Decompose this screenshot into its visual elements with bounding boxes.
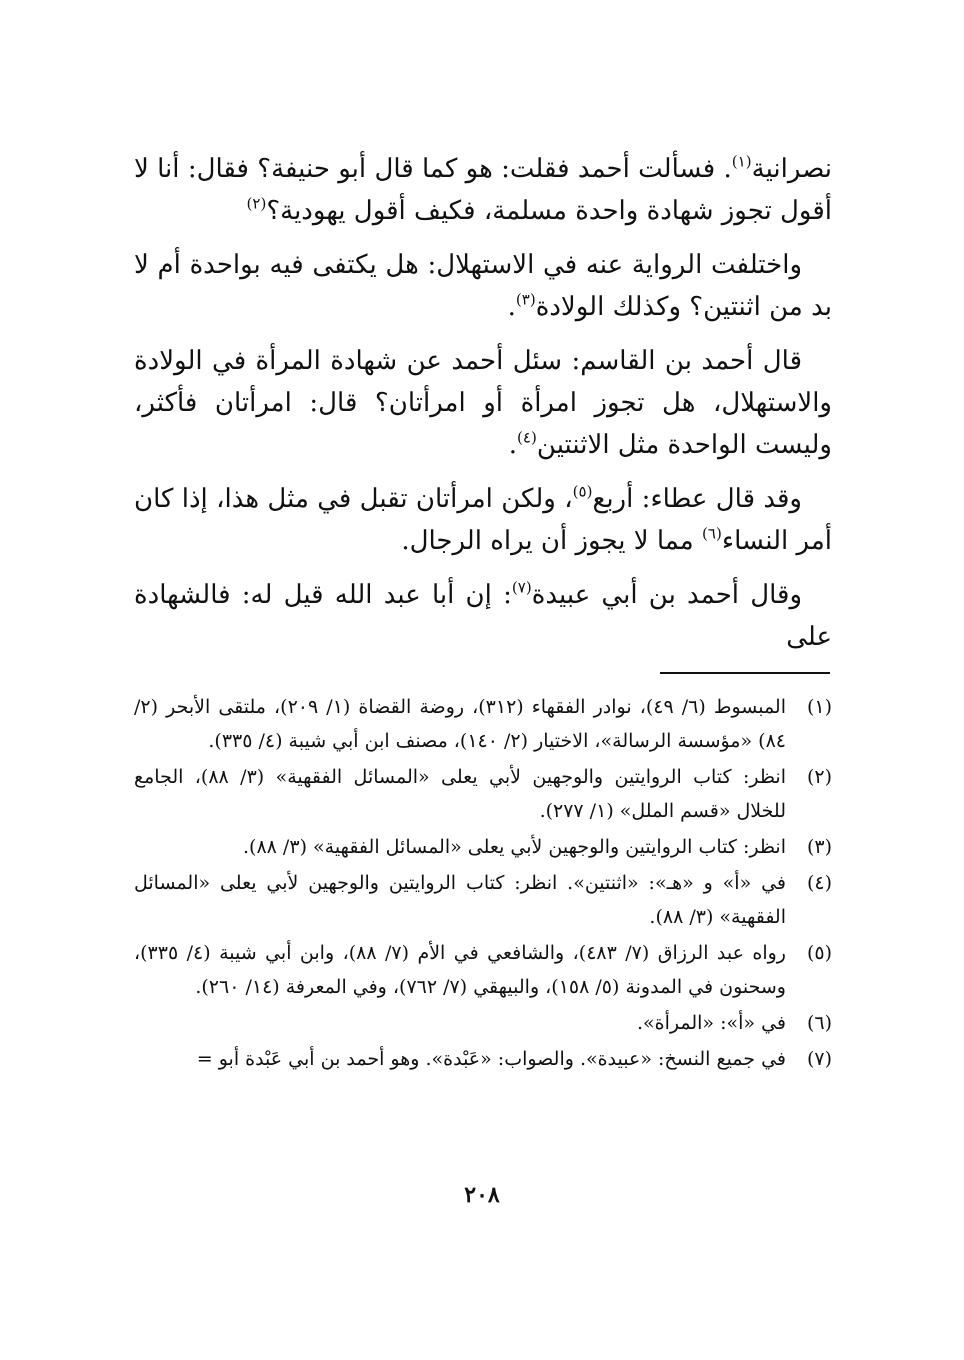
text-run: . bbox=[507, 292, 516, 322]
text-run: واختلفت الرواية عنه في الاستهلال: هل يكتفى فيه بواحدة أم لا بد من اثنتين؟ وكذلك الولادة bbox=[134, 250, 832, 322]
footnote-ref-3[interactable]: (٣) bbox=[515, 290, 536, 309]
footnote-text: المبسوط (٦/ ٤٩)، نوادر الفقهاء (٣١٢)، روضة القضاة (١/ ٢٠٩)، ملتقى الأبحر (٢/ ٨٤) «مؤسسة الرسالة»، الاختيار (٢/ ١٤٠)، مصنف ابن أبي شيبة (٤/ ٣٣٥). bbox=[134, 696, 786, 752]
footnote-ref-1[interactable]: (١) bbox=[731, 152, 752, 171]
paragraph-5 bbox=[134, 574, 832, 658]
footnote-number: (١) bbox=[806, 696, 832, 718]
footnote-ref-6[interactable]: (٦) bbox=[702, 524, 722, 543]
text-run: . bbox=[508, 430, 518, 460]
footnote-number: (٣) bbox=[806, 836, 832, 858]
footnote-number: (٢) bbox=[806, 766, 832, 788]
text-run: قال أحمد بن القاسم: سئل أحمد عن شهادة المرأة في الولادة والاستهلال، هل تجوز امرأة أو امرأتان؟ قال: امرأتان فأكثر، وليست الواحدة مثل الاثنتين bbox=[134, 346, 832, 460]
footnote-text: رواه عبد الرزاق (٧/ ٤٨٣)، والشافعي في الأم (٧/ ٨٨)، وابن أبي شيبة (٤/ ٣٣٥)، وسحنون في المدونة (٥/ ١٥٨)، والبيهقي (٧/ ٧٦٢)، وفي المعرفة (١٤/ ٢٦٠). bbox=[134, 942, 786, 998]
footnote-number: (٥) bbox=[806, 942, 832, 964]
footnote-3 bbox=[134, 830, 832, 864]
footnote-5 bbox=[134, 936, 832, 1004]
footnote-ref-7[interactable]: (٧) bbox=[511, 578, 532, 597]
footnote-7 bbox=[134, 1042, 832, 1076]
footnote-text: في جميع النسخ: «عبيدة». والصواب: «عَبْدة». وهو أحمد بن أبي عَبْدة أبو = bbox=[196, 1048, 786, 1070]
footnote-number: (٦) bbox=[806, 1012, 832, 1034]
main-text bbox=[134, 148, 832, 670]
footnote-text: في «أ»: «المرأة». bbox=[637, 1012, 786, 1034]
footnotes bbox=[134, 690, 832, 1078]
text-run: : إن أبا عبد الله قيل له: فالشهادة على bbox=[134, 580, 832, 652]
footnote-text: انظر: كتاب الروايتين والوجهين لأبي يعلى «المسائل الفقهية» (٣/ ٨٨)، الجامع للخلال «قسم الملل» (١/ ٢٧٧). bbox=[134, 766, 786, 822]
paragraph-2 bbox=[134, 244, 832, 328]
text-run: ، ولكن امرأتان تقبل في مثل هذا، إذا كان أمر النساء bbox=[134, 484, 832, 556]
footnote-6 bbox=[134, 1006, 832, 1040]
footnote-1 bbox=[134, 690, 832, 758]
paragraph-1 bbox=[134, 148, 832, 232]
footnote-2 bbox=[134, 760, 832, 828]
footnote-4 bbox=[134, 866, 832, 934]
text-run: وقد قال عطاء: أربع bbox=[592, 484, 802, 514]
footnote-number: (٧) bbox=[806, 1048, 832, 1070]
footnote-ref-2[interactable]: (٢) bbox=[246, 194, 267, 213]
paragraph-3 bbox=[134, 340, 832, 466]
text-run: وقال أحمد بن أبي عبيدة bbox=[531, 580, 803, 610]
text-run: . فسألت أحمد فقلت: هو كما قال أبو حنيفة؟ فقال: أنا لا أقول تجوز شهادة واحدة مسلمة، فكيف أقول يهودية؟ bbox=[134, 154, 832, 226]
footnote-text: في «أ» و «هـ»: «اثنتين». انظر: كتاب الروايتين والوجهين لأبي يعلى «المسائل الفقهية» (٣/ ٨٨). bbox=[134, 872, 786, 928]
footnote-ref-5[interactable]: (٥) bbox=[572, 482, 593, 501]
page-number: ٢٠٨ bbox=[464, 1182, 500, 1208]
footnote-separator bbox=[660, 672, 830, 674]
paragraph-4 bbox=[134, 478, 832, 562]
text-run: نصرانية bbox=[751, 154, 832, 184]
footnote-ref-4[interactable]: (٤) bbox=[517, 428, 537, 447]
text-run: مما لا يجوز أن يراه الرجال. bbox=[401, 526, 703, 556]
footnote-text: انظر: كتاب الروايتين والوجهين لأبي يعلى «المسائل الفقهية» (٣/ ٨٨). bbox=[243, 836, 786, 858]
footnote-number: (٤) bbox=[806, 872, 832, 894]
